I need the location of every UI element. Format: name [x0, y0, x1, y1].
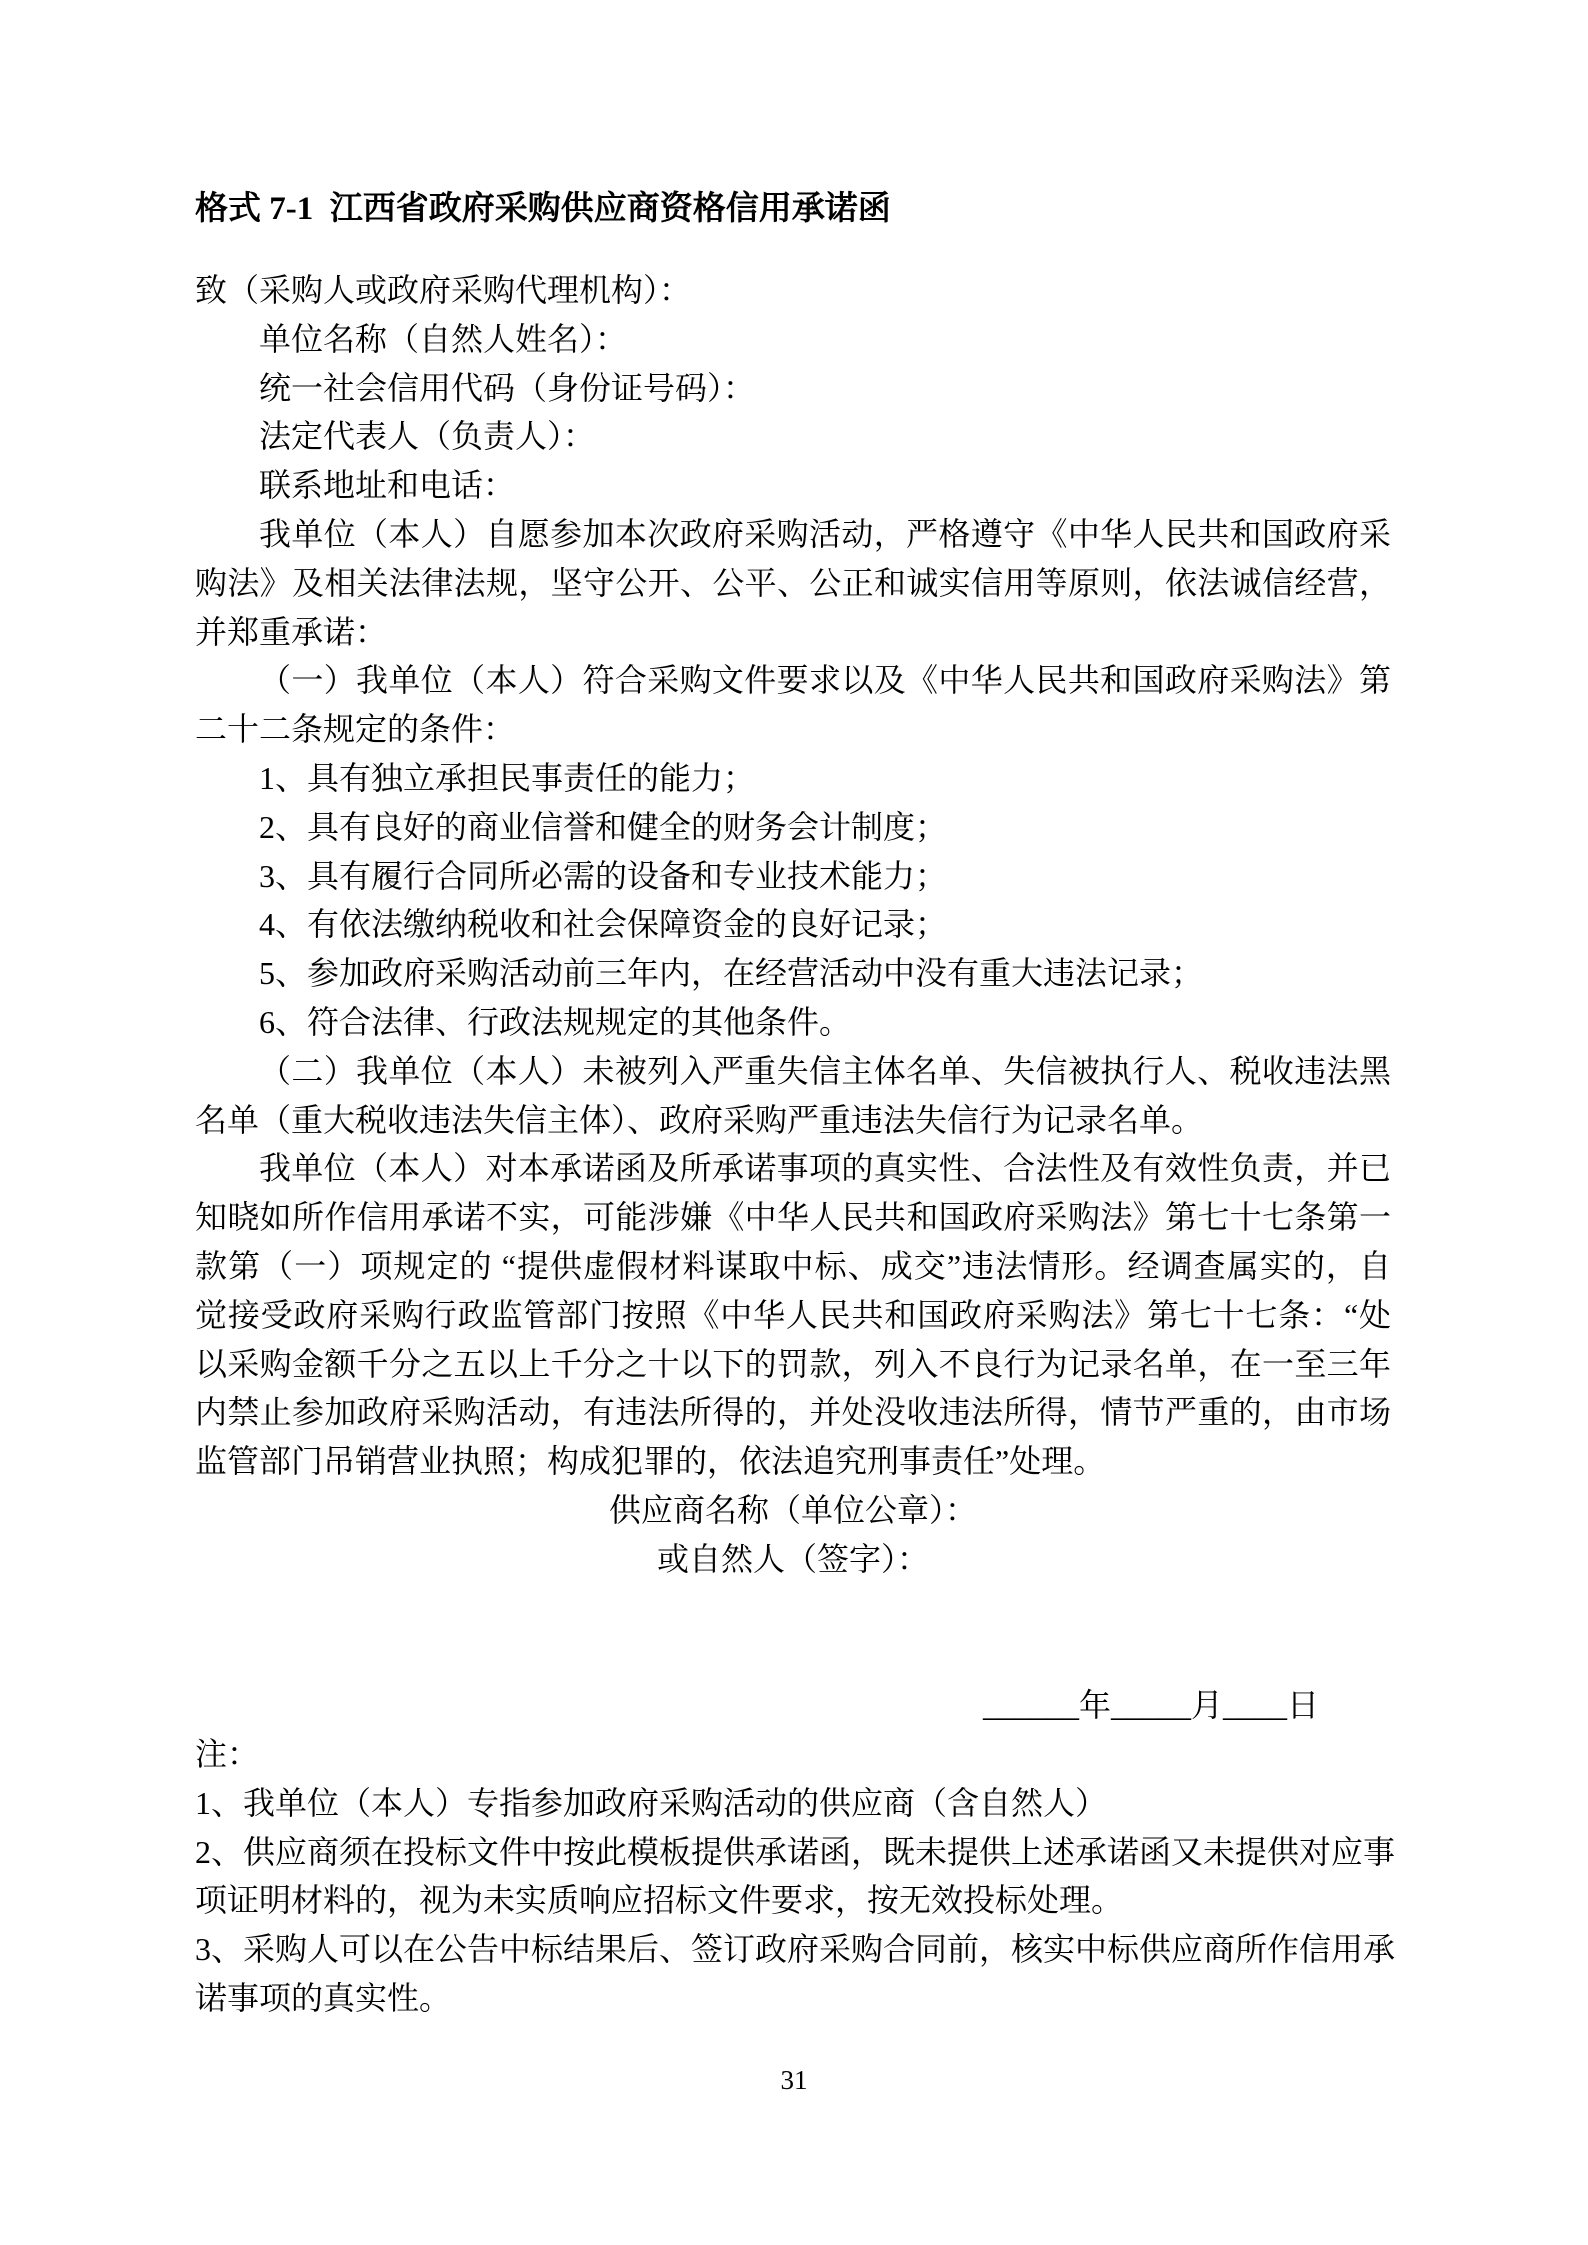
notes-label: 注： — [195, 1735, 260, 1772]
note-line-1: 1、我单位（本人）专指参加政府采购活动的供应商（含自然人） — [195, 1784, 1108, 1821]
note-line-3-cont: 诺事项的真实性。 — [195, 1979, 452, 2016]
condition-item-2: 2、具有良好的商业信誉和健全的财务会计制度； — [259, 808, 948, 845]
condition-item-5: 5、参加政府采购活动前三年内，在经营活动中没有重大违法记录； — [259, 955, 1204, 992]
info-field-credit-code: 统一社会信用代码（身份证号码）： — [259, 369, 756, 406]
info-field-contact: 联系地址和电话： — [259, 467, 516, 504]
blank-line — [195, 1632, 1391, 1681]
intro-line: 我单位（本人）自愿参加本次政府采购活动，严格遵守《中华人民共和国政府采 — [259, 515, 1391, 552]
signature-person-line: 或自然人（签字）： — [656, 1540, 929, 1577]
signature-date-line: ______年_____月____日 — [982, 1687, 1319, 1724]
document-title: 格式 7-1 江西省政府采购供应商资格信用承诺函 — [195, 191, 891, 227]
section-two-line: 名单（重大税收违法失信主体）、政府采购严重违法失信行为记录名单。 — [195, 1101, 1204, 1138]
info-field-legal-rep: 法定代表人（负责人）： — [259, 418, 596, 455]
liability-line: 监管部门吊销营业执照；构成犯罪的，依法追究刑事责任”处理。 — [195, 1443, 1106, 1480]
section-one-heading-line: （一）我单位（本人）符合采购文件要求以及《中华人民共和国政府采购法》第 — [259, 662, 1391, 699]
condition-item-4: 4、有依法缴纳税收和社会保障资金的良好记录； — [259, 906, 948, 943]
note-line-2: 2、供应商须在投标文件中按此模板提供承诺函，既未提供上述承诺函又未提供对应事 — [195, 1833, 1396, 1870]
condition-item-1: 1、具有独立承担民事责任的能力； — [259, 759, 756, 796]
liability-line: 内禁止参加政府采购活动，有违法所得的，并处没收违法所得，情节严重的，由市场 — [195, 1394, 1391, 1431]
liability-line: 觉接受政府采购行政监管部门按照《中华人民共和国政府采购法》第七十七条：“处 — [195, 1296, 1391, 1333]
section-one-heading-line: 二十二条规定的条件： — [195, 711, 516, 748]
document-body — [195, 183, 1396, 2023]
condition-item-6: 6、符合法律、行政法规规定的其他条件。 — [259, 1003, 852, 1040]
section-two-line: （二）我单位（本人）未被列入严重失信主体名单、失信被执行人、税收违法黑 — [259, 1052, 1391, 1089]
liability-line: 以采购金额千分之五以上千分之十以下的罚款，列入不良行为记录名单，在一至三年 — [195, 1345, 1391, 1382]
liability-line: 我单位（本人）对本承诺函及所承诺事项的真实性、合法性及有效性负责，并已 — [259, 1150, 1391, 1187]
condition-item-3: 3、具有履行合同所必需的设备和专业技术能力； — [259, 857, 948, 894]
info-field-unit-name: 单位名称（自然人姓名）： — [259, 320, 628, 357]
salutation-line: 致（采购人或政府采购代理机构）： — [195, 272, 692, 308]
blank-line — [195, 1584, 1391, 1633]
intro-line: 并郑重承诺： — [195, 613, 388, 650]
note-line-3: 3、采购人可以在公告中标结果后、签订政府采购合同前，核实中标供应商所作信用承 — [195, 1931, 1396, 1968]
page-number: 31 — [780, 2065, 808, 2095]
liability-line: 知晓如所作信用承诺不实，可能涉嫌《中华人民共和国政府采购法》第七十七条第一 — [195, 1199, 1391, 1236]
intro-line: 购法》及相关法律法规，坚守公开、公平、公正和诚实信用等原则，依法诚信经营， — [195, 564, 1391, 601]
liability-line: 款第（一）项规定的 “提供虚假材料谋取中标、成交”违法情形。经调查属实的，自 — [195, 1247, 1391, 1284]
note-line-2-cont: 项证明材料的，视为未实质响应招标文件要求，按无效投标处理。 — [195, 1882, 1124, 1919]
signature-supplier-line: 供应商名称（单位公章）： — [608, 1491, 977, 1528]
